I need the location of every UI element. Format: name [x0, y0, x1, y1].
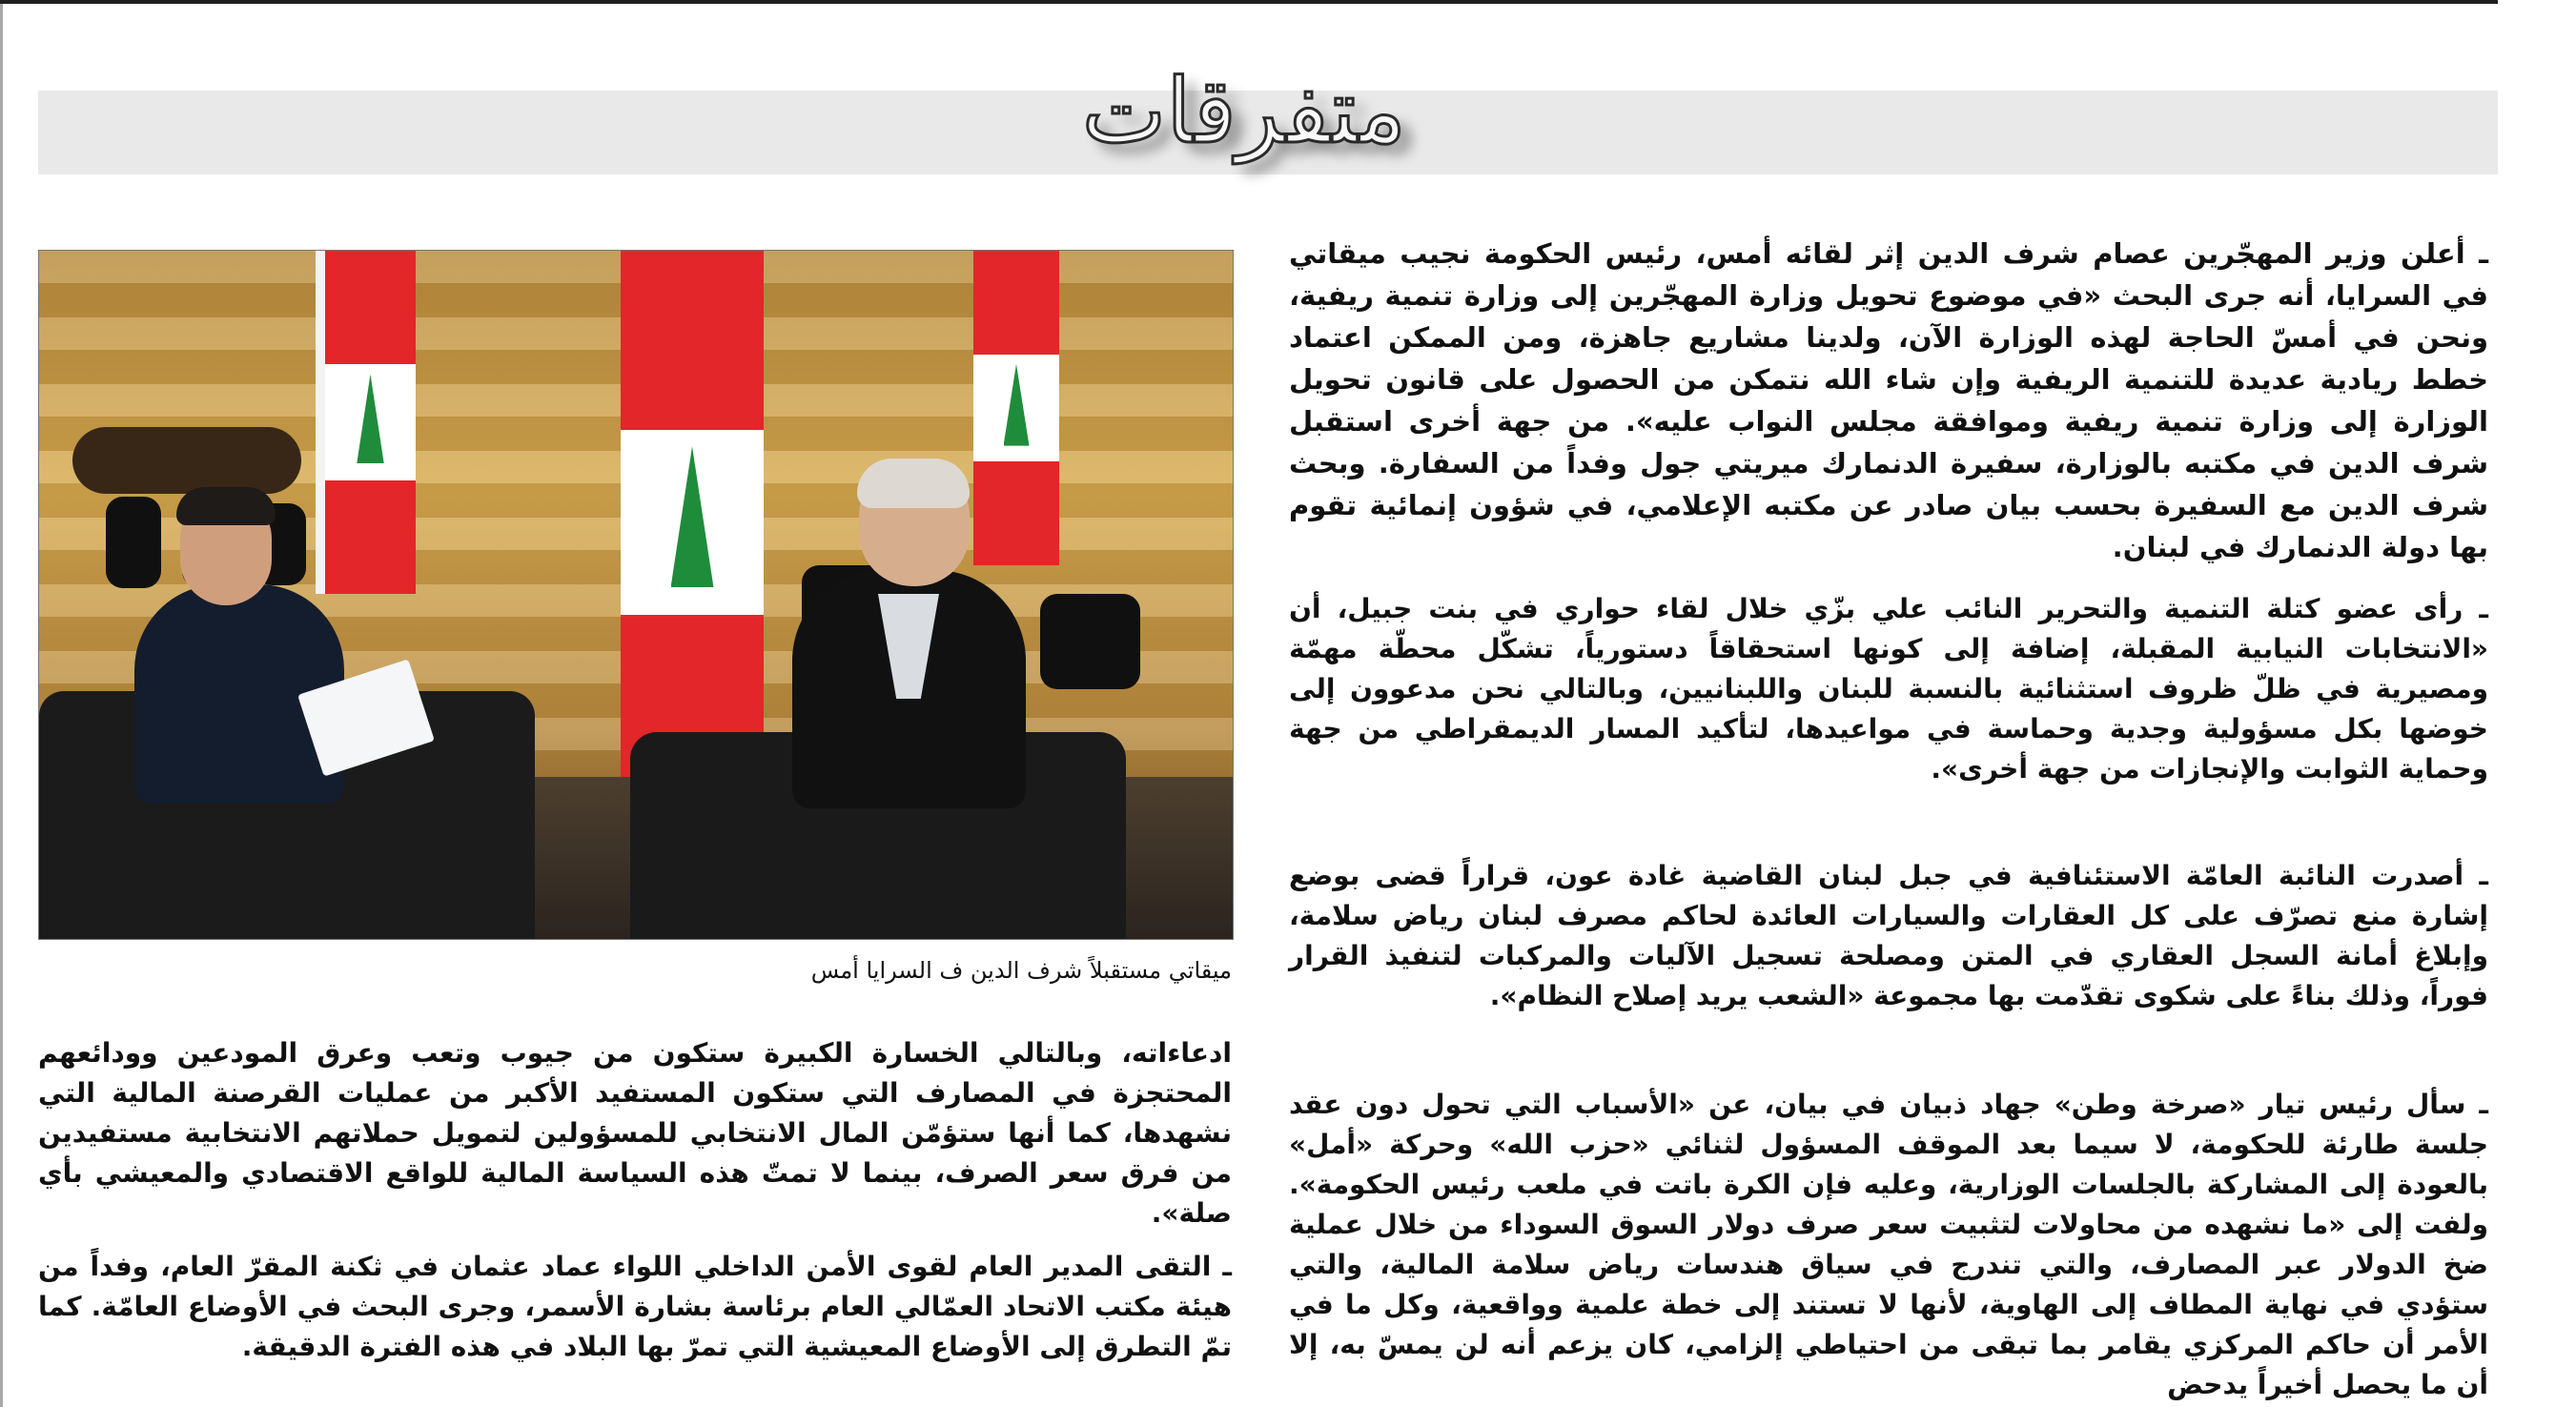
news-photo — [38, 250, 1234, 940]
news-paragraph: ـ التقى المدير العام لقوى الأمن الداخلي اللواء عماد عثمان في ثكنة المقرّ العام، وفداً من هيئة مكتب الاتحاد العمّالي العام برئاسة بشارة الأسمر، وجرى البحث في الأوضاع العامّة. كما تمّ التطرق إلى الأوضاع المعيشية التي تمرّ بها البلاد في هذه الفترة الدقيقة. — [38, 1251, 1232, 1362]
news-paragraph: ـ أصدرت النائبة العامّة الاستئنافية في جبل لبنان القاضية غادة عون، قراراً قضى بوضع إشارة منع تصرّف على كل العقارات والسيارات العائدة لحاكم مصرف لبنان رياض سلامة، وإبلاغ أمانة السجل العقاري في المتن ومصلحة تسجيل الآليات والمركبات لتنفيذ القرار فوراً، وذلك بناءً على شكوى تقدّمت بها مجموعة «الشعب يريد إصلاح النظام». — [1289, 860, 2488, 1011]
lebanese-flag-right-icon — [973, 251, 1059, 565]
news-paragraph: ـ رأى عضو كتلة التنمية والتحرير النائب علي بزّي خلال لقاء حواري في بنت جبيل، أن «الانتخابات النيابية المقبلة، إضافة إلى كونها استحقاقاً دستورياً، تشكّل محطّة مهمّة ومصيرية في ظلّ ظروف استثنائية بالنسبة للبنان واللبنانيين، وبالتالي نحن مدعوون إلى خوضها بكل مسؤولية وجدية وحماسة في مواعيدها، لتأكيد المسار الديمقراطي من جهة وحماية الثوابت والإنجازات من جهة أخرى». — [1289, 593, 2488, 785]
page-top-rule — [0, 0, 2498, 4]
photo-chair — [1040, 594, 1140, 689]
photo-right-person-hair — [857, 459, 970, 508]
lebanese-flag-center-icon — [621, 251, 764, 794]
photo-chair — [106, 497, 161, 588]
photo-caption: ميقاتي مستقبلاً شرف الدين ف السرايا أمس — [810, 957, 1232, 984]
news-paragraph: ـ أعلن وزير المهجّرين عصام شرف الدين إثر لقائه أمس، رئيس الحكومة نجيب ميقاتي في السرايا، أنه جرى البحث «في موضوع تحويل وزارة المهجّرين إلى وزارة تنمية ريفية، ونحن في أمسّ الحاجة لهذه الوزارة الآن، ولدينا مشاريع جاهزة، ومن الممكن اعتماد خطط ريادية عديدة للتنمية الريفية وإن شاء الله نتمكن من الحصول على قانون تحويل الوزارة إلى وزارة تنمية ريفية وموافقة مجلس النواب عليه». من جهة أخرى استقبل شرف الدين في مكتبه بالوزارة، سفيرة الدنمارك ميريتي جول وفداً من السفارة. وبحث شرف الدين مع السفيرة بحسب بيان صادر عن مكتبه الإعلامي، في شؤون إنمائية تقوم بها دولة الدنمارك في لبنان. — [1289, 237, 2488, 563]
section-title: متفرقات — [1081, 60, 1406, 164]
lebanese-flag-left-icon — [316, 251, 416, 594]
page-left-rule — [0, 0, 3, 1407]
news-paragraph: ادعاءاته، وبالتالي الخسارة الكبيرة ستكون من جيوب وتعب وعرق المودعين وودائعهم المحتجزة في المصارف التي ستكون المستفيد الأكبر من عمليات القرصنة المالية التي نشهدها، كما أنها ستؤمّن المال الانتخابي للمسؤولين لتمويل حملاتهم الانتخابية مستفيدين من فرق سعر الصرف، بينما لا تمتّ هذه السياسة المالية للواقع الاقتصادي والمعيشي بأي صلة». — [38, 1037, 1232, 1229]
news-paragraph: ـ سأل رئيس تيار «صرخة وطن» جهاد ذبيان في بيان، عن «الأسباب التي تحول دون عقد جلسة طارئة للحكومة، لا سيما بعد الموقف المسؤول لثنائي «حزب الله» وحركة «أمل» بالعودة إلى المشاركة بالجلسات الوزارية، وعليه فإن الكرة باتت في ملعب رئيس الحكومة». ولفت إلى «ما نشهده من محاولات لتثبيت سعر صرف دولار السوق السوداء من خلال عملية ضخ الدولار عبر المصارف، والتي تندرج في سياق هندسات رياض سلامة المالية، والتي ستؤدي في نهاية المطاف إلى الهاوية، لأنها لا تستند إلى خطة علمية وواقعية، وكل ما في الأمر أن حاكم المركزي يقامر بما تبقى من احتياطي إلزامي، كان يزعم أنه لن يمسّ به، إلا أن ما يحصل أخيراً يدحض — [1289, 1089, 2488, 1400]
photo-conference-table — [72, 427, 301, 494]
photo-left-person-hair — [176, 487, 276, 525]
